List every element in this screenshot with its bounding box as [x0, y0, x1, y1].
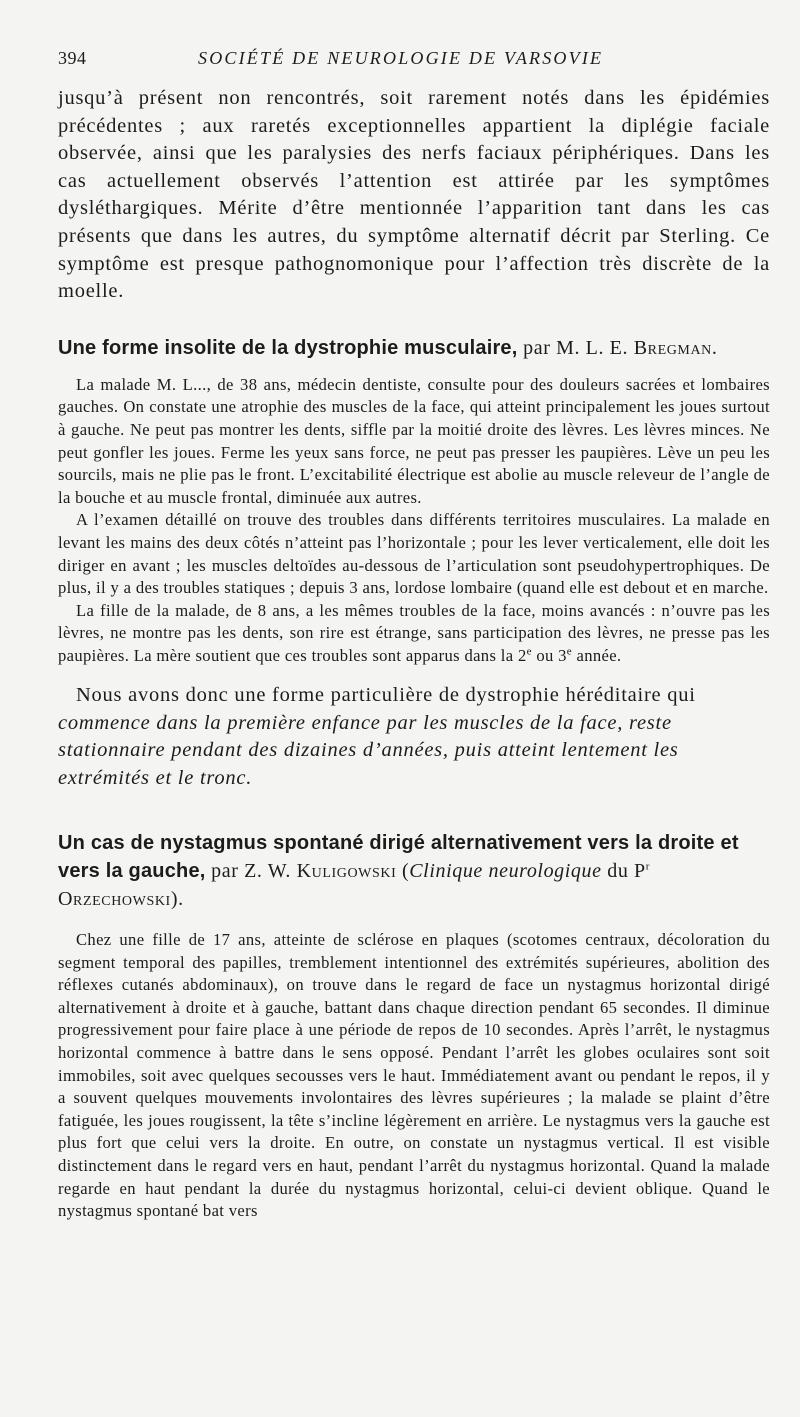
section-title-nystagmus	[58, 829, 770, 913]
section-title-dystrophie	[58, 334, 770, 362]
section2-clinic-sup: r	[645, 860, 650, 873]
case-paragraph-3-end: année.	[572, 645, 622, 665]
section2-author-name: Kuligowski	[296, 860, 397, 883]
section2-clinic: Clinique neurologique	[409, 860, 602, 883]
ordinal-3-sup: e	[566, 645, 572, 658]
page-number: 394	[58, 48, 87, 68]
page-content	[58, 85, 770, 1223]
ordinal-2-sup: e	[526, 645, 532, 658]
section2-title-text: Un cas de nystagmus spontané dirigé alternativement vers la droite et vers la gauche,	[58, 832, 739, 883]
section-title-text: Une forme insolite de la dystrophie musculaire,	[58, 336, 518, 359]
ordinal-2: 2	[517, 645, 527, 665]
running-title: SOCIÉTÉ DE NEUROLOGIE DE VARSOVIE	[198, 48, 604, 68]
author-suffix: .	[711, 336, 718, 359]
conclusion-paragraph	[58, 682, 770, 792]
page-header	[58, 48, 752, 72]
section2-clinic-open: (	[396, 860, 410, 883]
conclusion-start: Nous avons donc une forme particulière de dystrophie héréditaire qui	[76, 684, 696, 707]
author-prefix: par M. L. E.	[517, 336, 634, 359]
case-paragraph-2: A l’examen détaillé on trouve des troubles dans différents territoires musculaires. La malade en levant les mains des deux côtés n’atteint pas l’horizontale ; pour les lever verticalement, elle doit les diriger en avant ; les muscles deltoïdes au-dessous de l’articulation sont pseudohypertrophiques. De plus, il y a des troubles statiques ; depuis 3 ans, lordose lombaire (quand elle est debout et en marche.	[58, 510, 770, 598]
section2-clinic-du: du P	[601, 860, 646, 883]
case-paragraph-3	[58, 600, 770, 668]
opening-paragraph: jusqu’à présent non rencontrés, soit rarement notés dans les épidémies précédentes ; aux raretés exceptionnelles appartient la diplégie faciale observée, ainsi que les paralysies des nerfs faciaux périphériques. Dans les cas actuellement observés l’attention est attirée par les symptômes dysléthargiques. Mérite d’être mentionnée l’apparition tant dans les cas présents que dans les autres, du symptôme alternatif décrit par Sterling. Ce symptôme est presque pathognomonique pour l’affection très discrète de la moelle.	[58, 87, 770, 303]
section2-clinic-name: Orzechowski	[58, 888, 171, 911]
section2-clinic-close: ).	[170, 888, 184, 911]
case-paragraph-3-text: La fille de la malade, de 8 ans, a les mêmes troubles de la face, moins avancés : n’ouvre pas les lèvres, ne montre pas les dents, son rire est étrange, sans participation des lèvres, ne presse pas les paupières. La mère soutient que ces troubles sont apparus dans la	[58, 600, 770, 665]
author-name: Bregman	[633, 336, 712, 359]
nystagmus-paragraph: Chez une fille de 17 ans, atteinte de sclérose en plaques (scotomes centraux, décoloration du segment temporal des papilles, tremblement intentionnel des extrémités supérieures, abolition des réflexes cutanés abdominaux), on trouve dans le regard de face un nystagmus horizontal dirigé alternativement à droite et à gauche, battant dans chaque direction pendant 65 secondes. Il diminue progressivement pour faire place à une période de repos de 10 secondes. Après l’arrêt, le nystagmus horizontal commence à battre dans le sens opposé. Pendant l’arrêt les globes oculaires sont soit immobiles, soit avec quelques secousses vers le haut. Immédiatement avant ou pendant le repos, il y a souvent quelques mouvements involontaires des lèvres supérieures ; la malade se plaint d’être fatiguée, les joues rougissent, la tête s’incline légèrement en arrière. Le nystagmus vers la gauche est plus fort que celui vers la droite. En outre, on constate un nystagmus vertical. Il est visible distinctement dans le regard vers en haut, pendant l’arrêt du nystagmus horizontal. Quand la malade regarde en haut pendant la durée du nystagmus horizontal, celui-ci devient oblique. Quand le nystagmus spontané bat vers	[58, 930, 770, 1221]
ordinal-mid: ou 3	[531, 645, 567, 665]
section2-author-prefix: par Z. W.	[205, 860, 297, 883]
case-paragraph-1: La malade M. L..., de 38 ans, médecin dentiste, consulte pour des douleurs sacrées et lombaires gauches. On constate une atrophie des muscles de la face, qui atteint principalement les joues surtout à gauche. Ne peut pas montrer les dents, siffle par la moitié droite des lèvres. Les lèvres minces. Ne peut gonfler les joues. Ferme les yeux sans force, ne peut pas presser les paupières. Lève un peu les sourcils, mais ne plie pas le front. L’excitabilité électrique est abolie au muscle releveur de l’angle de la bouche et au muscle frontal, diminuée aux autres.	[58, 374, 770, 507]
conclusion-italic: commence dans la première enfance par les muscles de la face, reste stationnaire pendant des dizaines d’années, puis atteint lentement les extrémités et le tronc.	[58, 711, 679, 789]
